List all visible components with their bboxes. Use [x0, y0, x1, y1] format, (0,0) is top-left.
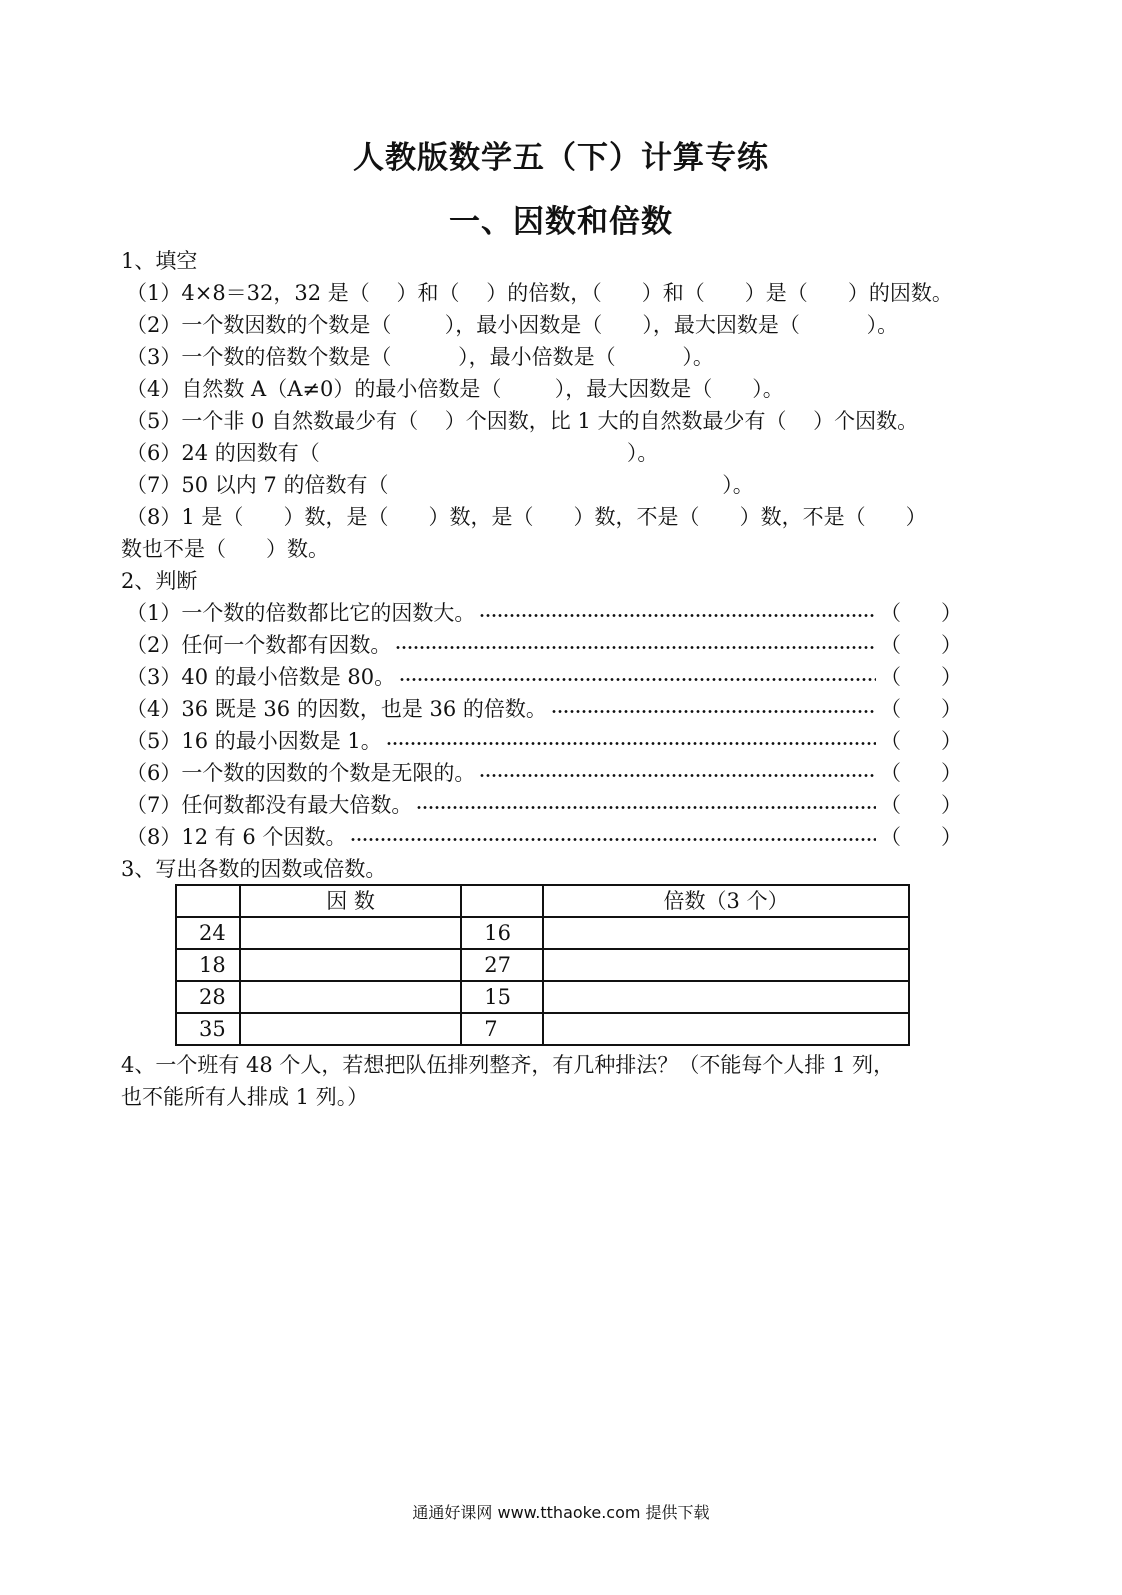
section1-heading: 1、填空	[121, 249, 198, 273]
table-cell-number: 35	[176, 1013, 240, 1045]
dot-leader	[479, 614, 876, 617]
answer-blank: （ ）	[880, 761, 963, 785]
judge-item-8	[126, 822, 963, 852]
judge-item-text: （3）40 的最小倍数是 80。	[126, 665, 396, 689]
table-cell-number: 18	[176, 949, 240, 981]
fill-item-6: （6）24 的因数有（ ）。	[126, 441, 659, 465]
table-cell-answer	[240, 981, 461, 1013]
table-row	[176, 981, 909, 1013]
judge-item-2	[126, 630, 963, 660]
section4-question-line2: 也不能所有人排成 1 列。）	[121, 1085, 369, 1109]
answer-blank: （ ）	[880, 729, 963, 753]
dot-leader	[386, 742, 876, 745]
judge-item-1	[126, 598, 963, 628]
judge-item-text: （5）16 的最小因数是 1。	[126, 729, 382, 753]
fill-item-5: （5）一个非 0 自然数最少有（ ）个因数，比 1 大的自然数最少有（ ）个因数。	[126, 409, 919, 433]
table-cell-answer	[543, 949, 909, 981]
table-cell-number: 16	[461, 917, 543, 949]
dot-leader	[399, 678, 876, 681]
answer-blank: （ ）	[880, 633, 963, 657]
fill-item-3: （3）一个数的倍数个数是（ ），最小倍数是（ ）。	[126, 345, 714, 369]
fill-item-2: （2）一个数因数的个数是（ ），最小因数是（ ），最大因数是（ ）。	[126, 313, 899, 337]
table-cell-number: 28	[176, 981, 240, 1013]
table-row	[176, 917, 909, 949]
judge-item-3	[126, 662, 963, 692]
dot-leader	[395, 646, 876, 649]
answer-blank: （ ）	[880, 697, 963, 721]
judge-item-text: （8）12 有 6 个因数。	[126, 825, 347, 849]
fill-item-7: （7）50 以内 7 的倍数有（ ）。	[126, 473, 754, 497]
table-cell-answer	[543, 917, 909, 949]
table-cell-number: 27	[461, 949, 543, 981]
fill-item-4: （4）自然数 A（A≠0）的最小倍数是（ ），最大因数是（ ）。	[126, 377, 784, 401]
judge-item-5	[126, 726, 963, 756]
judge-item-text: （4）36 既是 36 的因数，也是 36 的倍数。	[126, 697, 547, 721]
table-header-row	[176, 885, 909, 917]
table-row	[176, 949, 909, 981]
fill-item-1: （1）4×8＝32，32 是（ ）和（ ）的倍数，（ ）和（ ）是（ ）的因数。	[126, 281, 953, 305]
dot-leader	[479, 774, 876, 777]
judge-item-text: （2）任何一个数都有因数。	[126, 633, 392, 657]
table-cell-number: 15	[461, 981, 543, 1013]
answer-blank: （ ）	[880, 793, 963, 817]
section2-heading: 2、判断	[121, 569, 198, 593]
table-header-blank	[176, 885, 240, 917]
table-header-blank	[461, 885, 543, 917]
judge-item-text: （7）任何数都没有最大倍数。	[126, 793, 413, 817]
table-header-multiple: 倍数（3 个）	[543, 885, 909, 917]
judge-item-4	[126, 694, 963, 724]
table-cell-answer	[240, 1013, 461, 1045]
judge-item-text: （6）一个数的因数的个数是无限的。	[126, 761, 476, 785]
judge-item-text: （1）一个数的倍数都比它的因数大。	[126, 601, 476, 625]
page-title: 人教版数学五（下）计算专练	[353, 140, 769, 176]
section-title: 一、因数和倍数	[449, 204, 673, 240]
fill-item-8: （8）1 是（ ）数，是（ ）数，是（ ）数，不是（ ）数，不是（ ）	[126, 505, 927, 529]
table-cell-answer	[240, 949, 461, 981]
section4-question-line1: 4、一个班有 48 个人，若想把队伍排列整齐，有几种排法？（不能每个人排 1 列，	[121, 1053, 895, 1077]
answer-blank: （ ）	[880, 665, 963, 689]
table-cell-answer	[240, 917, 461, 949]
judge-item-6	[126, 758, 963, 788]
table-cell-answer	[543, 1013, 909, 1045]
factor-multiple-table	[175, 884, 910, 1046]
fill-item-8-continued: 数也不是（ ）数。	[121, 537, 330, 561]
dot-leader	[416, 806, 876, 809]
section3-heading: 3、写出各数的因数或倍数。	[121, 857, 387, 881]
table-cell-answer	[543, 981, 909, 1013]
table-cell-number: 24	[176, 917, 240, 949]
table-cell-number: 7	[461, 1013, 543, 1045]
dot-leader	[551, 710, 876, 713]
table-header-factor: 因 数	[240, 885, 461, 917]
answer-blank: （ ）	[880, 601, 963, 625]
footer-credit: 通通好课网 www.tthaoke.com 提供下载	[412, 1503, 710, 1522]
judge-item-7	[126, 790, 963, 820]
table-row	[176, 1013, 909, 1045]
answer-blank: （ ）	[880, 825, 963, 849]
dot-leader	[350, 838, 876, 841]
